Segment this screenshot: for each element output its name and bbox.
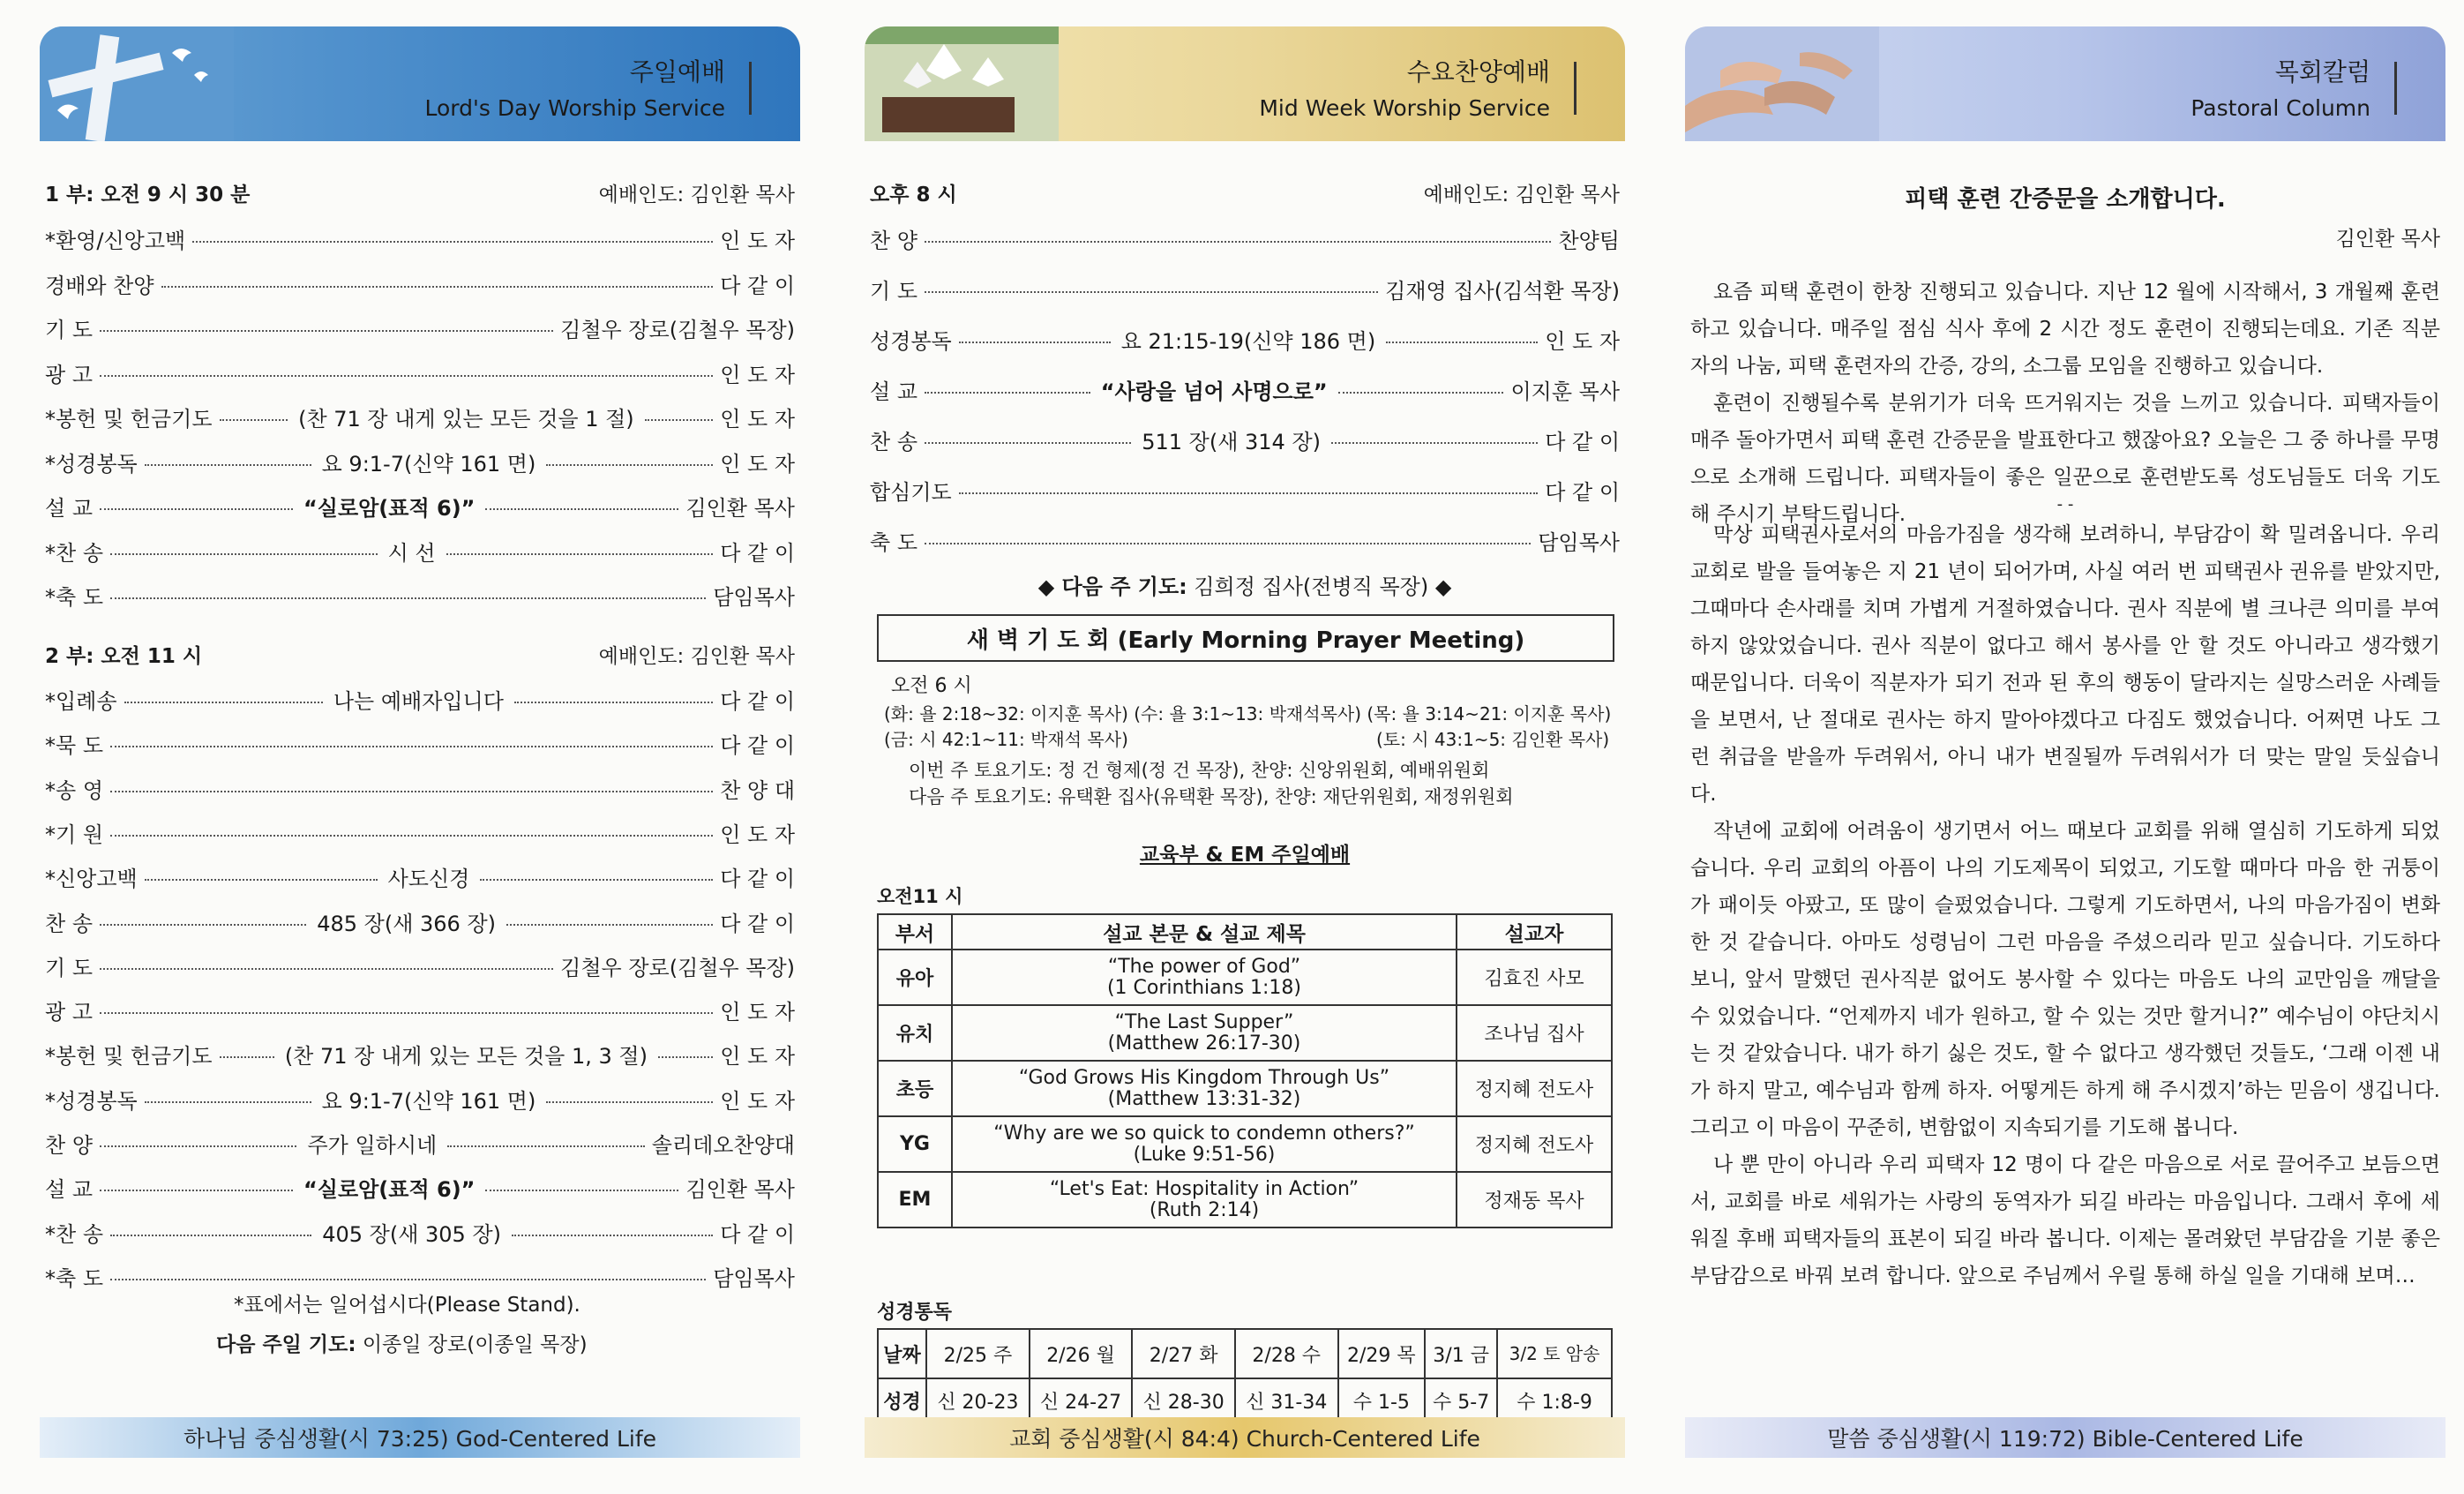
order-item-label: 찬 송 (870, 430, 917, 454)
next-week-prayer-value: 김희정 집사(전병직 목장) ◆ (1194, 574, 1452, 599)
paragraph: 요즘 피택 훈련이 한창 진행되고 있습니다. 지난 12 월에 시작해서, 3 개월째 훈련하고 있습니다. 매주일 점심 식사 후에 2 시간 정도 훈련이 진행되는데요. 기존 직분자의 나눔, 피택 훈련자의 간증, 강의, 소그룹 모임을 진행하고 있습니다. (1690, 281, 2440, 378)
order-row (45, 1128, 795, 1159)
order-item-person: 김철우 장로(김철우 목장) (560, 955, 795, 980)
preacher-cell: 정재동 목사 (1457, 1172, 1612, 1227)
header-title-en: Pastoral Column (2191, 95, 2370, 121)
service2-time: 2 부: 오전 11 시 (45, 645, 203, 668)
leader-dots (161, 286, 714, 288)
order-item-label: 기 도 (45, 318, 93, 342)
leader-dots (1386, 342, 1538, 343)
paragraph: 나 뿐 만이 아니라 우리 피택자 12 명이 다 같은 마음으로 서로 끌어주고 보듬으면서, 교회를 바로 세워가는 사랑의 동역자가 되길 바라는 마음입니다. 그래서 후에 세워질 후배 피택자들의 표본이 되길 바라 봅니다. 이제는 몰려왔던 부담감을 기분 좋은 부담감으로 바꿔 보려 합니다. 앞으로 주님께서 우릴 통해 하실 일을 기대해 보며… (1690, 1153, 2440, 1288)
order-item-label: 찬 송 (45, 911, 93, 936)
leader-dots (100, 1190, 293, 1191)
header-title-ko: 목회칼럼 (2274, 57, 2370, 86)
order-item-label: 광 고 (45, 1000, 93, 1025)
order-item-label: *묵 도 (45, 733, 103, 759)
th-dept: 부서 (878, 914, 952, 950)
reading-date-cell: 2/29 목 (1338, 1329, 1426, 1378)
leader-dots (110, 1235, 311, 1236)
preacher-cell: 정지혜 전도사 (1457, 1061, 1612, 1116)
order-row (45, 312, 795, 343)
midweek-time: 오후 8 시 (870, 184, 957, 206)
leader-dots (124, 702, 323, 703)
header-divider (749, 62, 752, 115)
order-row (45, 684, 795, 715)
order-row (45, 1261, 795, 1292)
order-item-label: 설 교 (45, 1177, 93, 1203)
leader-dots (110, 597, 706, 599)
order-row (45, 950, 795, 981)
order-item-person: 담임목사 (1538, 530, 1620, 555)
order-row (45, 995, 795, 1025)
leader-dots (145, 464, 311, 466)
leader-dots (925, 291, 1378, 293)
education-row (878, 1172, 1612, 1227)
order-row (45, 491, 795, 522)
dawn-prayer-title: 새 벽 기 도 회 (Early Morning Prayer Meeting) (877, 614, 1614, 662)
order-item-person: 김재영 집사(김석환 목장) (1385, 279, 1620, 304)
education-title: 교육부 & EM 주일예배 (1139, 844, 1351, 867)
order-item-person: 다 같 이 (720, 273, 795, 298)
education-time: 오전11 시 (877, 886, 963, 907)
leader-dots (100, 968, 553, 970)
order-item-label: *신앙고백 (45, 867, 138, 892)
order-row (870, 374, 1620, 405)
article-separator: - - (2056, 495, 2074, 514)
order-item-person: 솔리데오찬양대 (651, 1133, 795, 1158)
sermon-scripture: (Luke 9:51-56) (1133, 1143, 1276, 1166)
next-week-prayer-label: ◆ 다음 주 기도: (1037, 574, 1187, 599)
order-row (45, 357, 795, 388)
leader-dots (100, 508, 293, 510)
next-week-prayer (870, 569, 1620, 600)
order-item-person: 찬 양 대 (720, 777, 795, 803)
paragraph: 막상 피택권사로서의 마음가짐을 생각해 보려하니, 부담감이 확 밀려옵니다. 우리 교회로 발을 들여놓은 지 21 년이 되어가며, 사실 여러 번 피택권사 권유를 받았지만, 그때마다 손사래를 치며 가볍게 거절하였습니다. 권사 직분에 별 크나큰 의미를 부여하지 않았었습니다. 권사 직분이 없다고 해서 봉사를 안 할 것도 아니라고 생각했기 때문입니다. 더욱이 직분자가 되기 전과 된 후의 행동이 달라지는 실망스러운 사례들을 보면서, 난 절대로 권사는 하지 말아야겠다고 다짐도 했었습니다. 어쩌면 나도 그런 취급을 받을까 두려워서, 아니 내가 변질될까 두려워서가 더 맞는 말일 듯싶습니다. (1690, 523, 2440, 806)
leader-dots (645, 419, 714, 421)
order-item-person: 인 도 자 (720, 407, 796, 432)
order-item-person: 다 같 이 (720, 689, 796, 714)
order-item-person: 인 도 자 (720, 822, 795, 847)
order-item-person: 다 같 이 (720, 867, 795, 892)
leader-dots (100, 375, 713, 377)
sermon-scripture: (Matthew 13:31-32) (1107, 1087, 1301, 1110)
order-item-person: 다 같 이 (720, 911, 796, 936)
dawn-prayer-schedule-2b: (토: 시 43:1~5: 김인환 목사) (1376, 729, 1610, 750)
header-title-ko: 주일예배 (629, 57, 725, 86)
order-item-label: 광 고 (45, 362, 93, 387)
leader-dots (959, 342, 1111, 343)
leader-dots (485, 508, 678, 510)
order-item-label: 축 도 (870, 530, 917, 555)
reading-verse-cell: 수 5-7 (1425, 1378, 1497, 1423)
order-item-detail: 485 장(새 366 장) (317, 911, 496, 936)
order-item-label: 설 교 (870, 379, 917, 404)
header-title-en: Mid Week Worship Service (1259, 95, 1550, 121)
next-sunday-prayer (216, 1328, 795, 1357)
dawn-prayer-schedule-1: (화: 욜 2:18~32: 이지훈 목사) (수: 욜 3:1~13: 박재석목사) (목: 욜 3:14~21: 이지훈 목사) (884, 703, 1612, 724)
leader-dots (546, 1101, 713, 1103)
order-item-person: 이지훈 목사 (1510, 379, 1621, 404)
order-row (45, 861, 795, 892)
leader-dots (100, 330, 553, 332)
order-item-person: 다 같 이 (720, 733, 795, 759)
leader-dots (110, 1279, 706, 1280)
order-item-person: 인 도 자 (720, 1088, 795, 1114)
order-row (870, 223, 1620, 254)
order-item-person: 다 같 이 (720, 540, 795, 566)
leader-dots (658, 1056, 713, 1058)
reading-dates-row (878, 1329, 1612, 1378)
sunday-worship-column (40, 26, 800, 1458)
service1-leader: 예배인도: 김인환 목사 (598, 184, 795, 206)
leader-dots (100, 924, 306, 926)
leader-dots (959, 492, 1538, 494)
reading-date-cell: 2/26 월 (1030, 1329, 1133, 1378)
order-item-person: 김철우 장로(김철우 목장) (560, 318, 795, 342)
footer-banner: 교회 중심생활(시 84:4) Church-Centered Life (865, 1417, 1625, 1458)
sermon-cell (952, 1061, 1457, 1116)
sermon-title: “Why are we so quick to condemn others?” (993, 1122, 1415, 1145)
order-item-label: 기 도 (870, 279, 917, 304)
header-divider (1574, 62, 1577, 115)
sermon-cell (952, 1172, 1457, 1227)
order-item-detail: 주가 일하시네 (307, 1133, 438, 1158)
sermon-cell (952, 1005, 1457, 1061)
order-item-label: *축 도 (45, 1265, 103, 1291)
order-item-label: *입례송 (45, 689, 117, 714)
order-item-person: 인 도 자 (720, 1000, 795, 1025)
leader-dots (110, 746, 713, 747)
order-item-label: *성경봉독 (45, 451, 138, 477)
leader-dots (220, 1056, 274, 1058)
order-item-person: 인 도 자 (720, 362, 795, 387)
service2-heading (45, 640, 795, 669)
leader-dots (506, 924, 713, 926)
reading-date-cell: 2/27 화 (1132, 1329, 1235, 1378)
reading-date-cell: 날짜 (878, 1329, 926, 1378)
leader-dots (1331, 442, 1538, 444)
reading-verse-cell: 성경 (878, 1378, 926, 1423)
reading-verse-cell: 신 20-23 (926, 1378, 1030, 1423)
order-row (45, 817, 795, 848)
article-body-1 (1690, 274, 2440, 533)
education-table (877, 913, 1613, 1228)
reading-date-cell: 2/28 수 (1235, 1329, 1338, 1378)
sermon-title: “Let's Eat: Hospitality in Action” (1049, 1177, 1359, 1200)
next-sunday-label: 다음 주일 기도: (216, 1333, 356, 1356)
order-row (45, 402, 795, 432)
order-item-detail: (찬 71 장 내게 있는 모든 것을 1, 3 절) (284, 1044, 648, 1070)
leader-dots (100, 1012, 713, 1014)
th-sermon: 설교 본문 & 설교 제목 (952, 914, 1457, 950)
dept-cell: 유아 (878, 950, 952, 1005)
leader-dots (925, 392, 1090, 394)
leader-dots (925, 442, 1131, 444)
reading-verse-cell: 신 28-30 (1132, 1378, 1235, 1423)
next-saturday-prayer: 다음 주 토요기도: 유택환 집사(유택환 목장), 찬양: 재단위원회, 재정위원회 (909, 786, 1514, 807)
midweek-worship-column (865, 26, 1625, 1458)
sermon-cell (952, 1116, 1457, 1172)
education-row (878, 1116, 1612, 1172)
this-saturday-prayer: 이번 주 토요기도: 정 건 형제(정 건 목장), 찬양: 신앙위원회, 예배위원회 (909, 760, 1490, 781)
leader-dots (110, 553, 378, 555)
order-item-detail: 511 장(새 314 장) (1142, 430, 1321, 454)
order-item-person: 다 같 이 (720, 1221, 796, 1247)
leader-dots (1338, 392, 1504, 394)
reading-verses-row (878, 1378, 1612, 1423)
header-title-ko: 수요찬양예배 (1406, 57, 1550, 86)
order-item-label: 합심기도 (870, 480, 952, 505)
order-item-person: 다 같 이 (1545, 480, 1620, 505)
reading-verse-cell: 신 24-27 (1030, 1378, 1133, 1423)
order-item-label: *환영/신앙고백 (45, 229, 186, 253)
service1-time: 1 부: 오전 9 시 30 분 (45, 184, 251, 206)
leader-dots (480, 879, 713, 881)
order-item-label: 설 교 (45, 496, 93, 521)
leader-dots (110, 791, 713, 792)
footer-banner: 하나님 중심생활(시 73:25) God-Centered Life (40, 1417, 800, 1458)
reading-verse-cell: 수 1-5 (1338, 1378, 1426, 1423)
preacher-cell: 김효진 사모 (1457, 950, 1612, 1005)
sermon-cell (952, 950, 1457, 1005)
order-item-person: 인 도 자 (720, 1044, 796, 1070)
header-title-en: Lord's Day Worship Service (424, 95, 725, 121)
stand-note: *표에서는 일어섭시다(Please Stand). (234, 1294, 580, 1317)
order-item-person: 인 도 자 (720, 229, 795, 253)
article-title: 피택 훈련 간증문을 소개합니다. (1905, 186, 2226, 213)
leader-dots (446, 553, 714, 555)
order-item-detail: 요 21:15-19(신약 186 면) (1120, 329, 1376, 354)
order-item-person: 찬양팀 (1558, 229, 1620, 253)
order-row (45, 1172, 795, 1203)
reading-date-cell: 2/25 주 (926, 1329, 1030, 1378)
order-item-person: 인 도 자 (720, 451, 795, 477)
dept-cell: 초등 (878, 1061, 952, 1116)
order-item-person: 인 도 자 (1545, 329, 1620, 354)
leader-dots (514, 702, 713, 703)
service2-leader: 예배인도: 김인환 목사 (598, 645, 795, 668)
order-item-label: *기 원 (45, 822, 103, 847)
bible-reading-table (877, 1328, 1613, 1423)
order-item-detail: 요 9:1-7(신약 161 면) (321, 451, 536, 477)
order-row (870, 274, 1620, 304)
order-item-detail: 사도신경 (387, 867, 470, 892)
order-item-label: *송 영 (45, 777, 103, 803)
order-item-detail: 405 장(새 305 장) (322, 1221, 501, 1247)
order-row (870, 324, 1620, 355)
pastoral-column (1685, 26, 2445, 1458)
order-row (45, 536, 795, 567)
order-row (45, 1039, 795, 1070)
pastoral-column-header (1685, 26, 2445, 141)
order-row (45, 728, 795, 759)
order-item-person: 담임목사 (713, 585, 795, 610)
order-item-person: 담임목사 (713, 1265, 795, 1291)
bible-reading-title: 성경통독 (877, 1302, 953, 1324)
order-row (45, 447, 795, 477)
article-author: 김인환 목사 (2335, 228, 2440, 251)
education-row (878, 1061, 1612, 1116)
dept-cell: EM (878, 1172, 952, 1227)
order-item-detail: (찬 71 장 내게 있는 모든 것을 1 절) (298, 407, 634, 432)
sermon-title: “The Last Supper” (1114, 1010, 1294, 1033)
order-item-label: *봉헌 및 헌금기도 (45, 1044, 213, 1070)
reading-verse-cell: 수 1:8-9 (1497, 1378, 1612, 1423)
leader-dots (925, 543, 1531, 544)
service1-heading (45, 178, 795, 207)
education-table-header (878, 914, 1612, 950)
order-item-person: 다 같 이 (1545, 430, 1621, 454)
paragraph: 작년에 교회에 어려움이 생기면서 어느 때보다 교회를 위해 열심히 기도하게 되었습니다. 우리 교회의 아픔이 나의 기도제목이 되었고, 기도할 때마다 마음 한 귀퉁이가 패이듯 아팠고, 또 많이 슬펐었습니다. 그렇게 기도하면서, 나의 마음가짐이 변화한 것 같습니다. 아마도 성령님이 그런 마음을 주셨으리라 믿고 싶습니다. 기도하다 보니, 앞서 말했던 권사직분 없어도 봉사할 수 있다는 마음도 나의 교만임을 깨달을 수 있었습니다. “언제까지 네가 원하고, 할 수 있는 것만 할거니?” 예수님이 야단치시는 것 같았습니다. 내가 하기 싫은 것도, 할 수 없다고 생각했던 것들도, ‘그래 이젠 내가 하지 말고, 예수님과 함께 하자. 어떻게든 하게 해 주시겠지’하는 믿음이 생깁니다. 그리고 이 마음이 꾸준히, 변함없이 지속되기를 기도해 봅니다. (1690, 820, 2440, 1139)
dept-cell: 유치 (878, 1005, 952, 1061)
leader-dots (447, 1145, 644, 1147)
education-row (878, 1005, 1612, 1061)
dept-cell: YG (878, 1116, 952, 1172)
sermon-title: “The power of God” (1107, 955, 1301, 978)
leader-dots (220, 419, 288, 421)
order-row (870, 475, 1620, 506)
leader-dots (546, 464, 713, 466)
order-row (45, 1084, 795, 1115)
header-divider (2394, 62, 2397, 115)
order-item-label: *봉헌 및 헌금기도 (45, 407, 213, 432)
order-item-detail: 요 9:1-7(신약 161 면) (321, 1088, 536, 1114)
order-item-label: *찬 송 (45, 540, 103, 566)
order-row (45, 223, 795, 254)
reading-date-cell: 3/1 금 (1425, 1329, 1497, 1378)
preacher-cell: 정지혜 전도사 (1457, 1116, 1612, 1172)
dawn-prayer-schedule-2a: (금: 시 42:1~11: 박재석 목사) (884, 729, 1128, 750)
order-row (870, 424, 1620, 455)
midweek-worship-header (865, 26, 1625, 141)
order-item-label: *찬 송 (45, 1221, 103, 1247)
leader-dots (512, 1235, 713, 1236)
order-item-person: 김인환 목사 (685, 1177, 795, 1203)
sunday-worship-header (40, 26, 800, 141)
preacher-cell: 조나님 집사 (1457, 1005, 1612, 1061)
leader-dots (925, 241, 1551, 243)
order-item-label: 기 도 (45, 955, 93, 980)
reading-date-cell: 3/2 토 암송 (1497, 1329, 1612, 1378)
leader-dots (192, 241, 713, 243)
order-item-person: 김인환 목사 (685, 496, 795, 521)
order-item-detail: “사랑을 넘어 사명으로” (1100, 379, 1328, 404)
order-row (45, 1217, 795, 1248)
cross-dove-image (40, 26, 234, 141)
leader-dots (145, 1101, 311, 1103)
article-body-2 (1690, 516, 2440, 1295)
order-item-detail: “실로암(표적 6)” (303, 496, 476, 521)
footer-banner: 말씀 중심생활(시 119:72) Bible-Centered Life (1685, 1417, 2445, 1458)
order-item-detail: 나는 예배자입니다 (333, 689, 504, 714)
leader-dots (485, 1190, 678, 1191)
sermon-scripture: (Matthew 26:17-30) (1107, 1032, 1301, 1055)
order-item-label: *축 도 (45, 585, 103, 610)
leader-dots (145, 879, 378, 881)
order-row (870, 525, 1620, 556)
sermon-title: “God Grows His Kingdom Through Us” (1018, 1066, 1390, 1089)
paragraph: 훈련이 진행될수록 분위기가 더욱 뜨거워지는 것을 느끼고 있습니다. 피택자들이 매주 돌아가면서 피택 훈련 간증문을 발표한다고 했잖아요? 오늘은 그 중 하나를 무명으로 소개해 드립니다. 피택자들이 좋은 일꾼으로 훈련받도록 성도님들도 더욱 기도해 주시기 부탁드립니다. (1690, 392, 2440, 526)
order-item-detail: “실로암(표적 6)” (303, 1177, 476, 1203)
dawn-prayer-time: 오전 6 시 (891, 675, 972, 697)
midweek-heading (870, 178, 1620, 207)
order-item-label: 찬 양 (45, 1133, 93, 1158)
leader-dots (110, 835, 713, 837)
order-item-label: 경배와 찬양 (45, 273, 154, 298)
sermon-scripture: (1 Corinthians 1:18) (1106, 976, 1302, 999)
education-row (878, 950, 1612, 1005)
order-row (45, 268, 795, 299)
order-item-label: 찬 양 (870, 229, 917, 253)
order-item-detail: 시 선 (387, 540, 436, 566)
order-item-label: 성경봉독 (870, 329, 952, 354)
lily-bible-image (865, 26, 1059, 141)
hands-image (1685, 26, 1879, 141)
reading-verse-cell: 신 31-34 (1235, 1378, 1338, 1423)
order-row (45, 773, 795, 804)
midweek-leader: 예배인도: 김인환 목사 (1423, 184, 1620, 206)
order-item-label: *성경봉독 (45, 1088, 138, 1114)
sermon-scripture: (Ruth 2:14) (1149, 1198, 1260, 1221)
leader-dots (100, 1145, 296, 1147)
order-row (45, 906, 795, 937)
next-sunday-value: 이종일 장로(이종일 목장) (362, 1333, 588, 1356)
order-row (45, 580, 795, 611)
th-preacher: 설교자 (1457, 914, 1612, 950)
